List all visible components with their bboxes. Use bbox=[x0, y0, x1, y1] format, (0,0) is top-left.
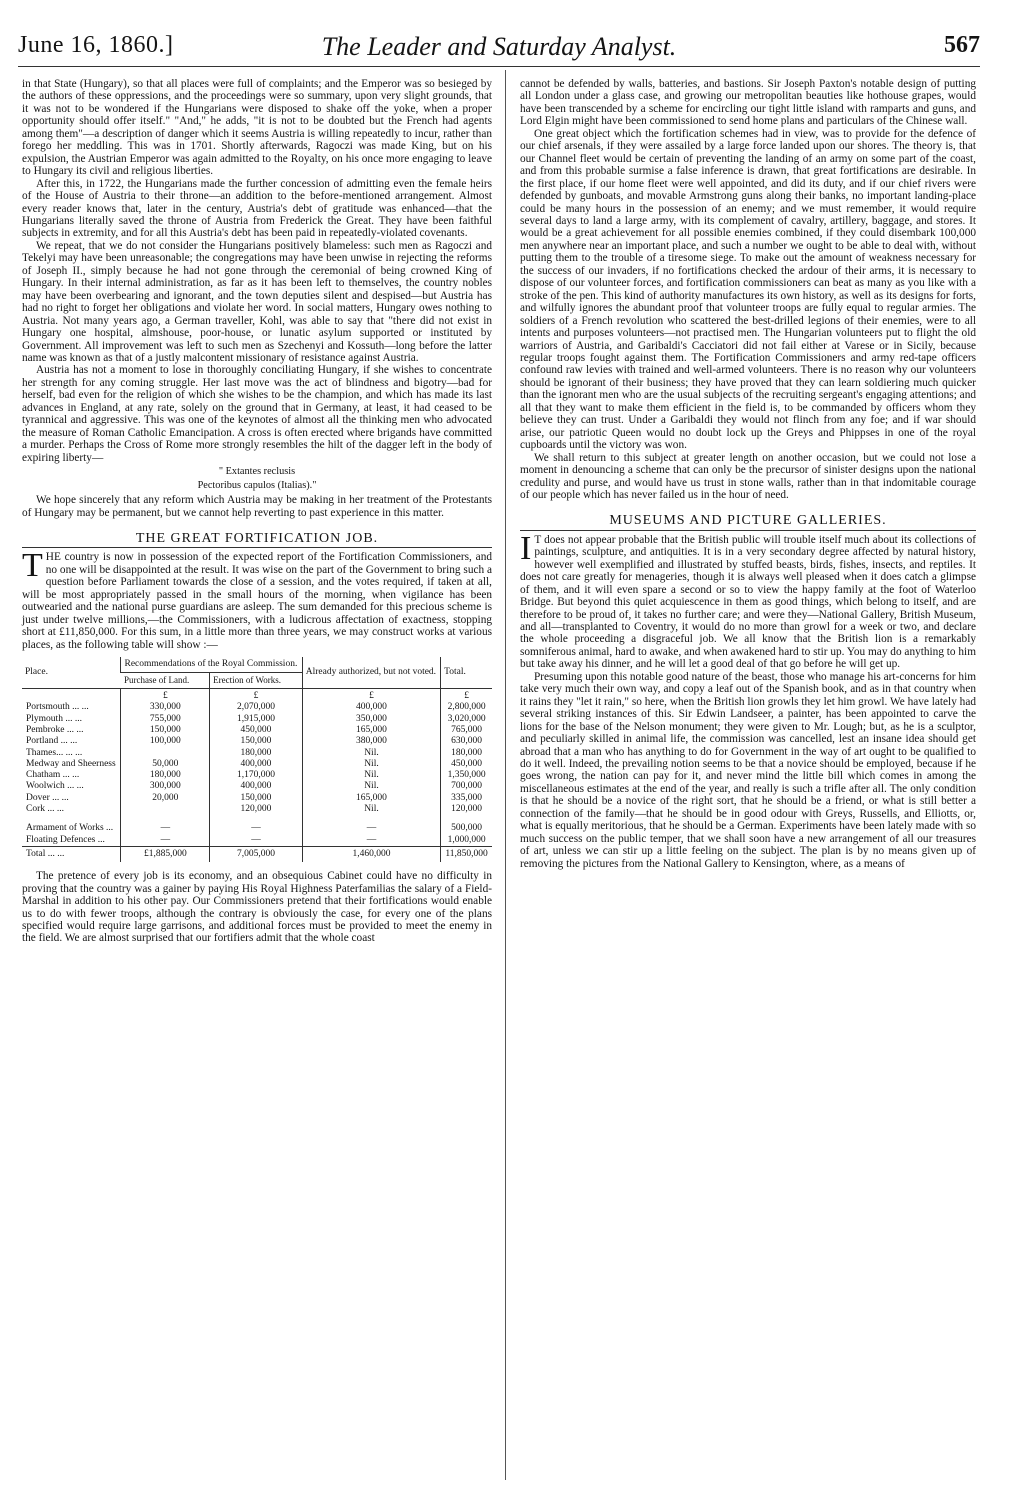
col-total-header: Total. bbox=[441, 657, 492, 689]
table-unit-row: £ £ £ £ bbox=[22, 689, 492, 703]
col-place-header: Place. bbox=[22, 657, 121, 689]
article-heading: THE GREAT FORTIFICATION JOB. bbox=[135, 530, 379, 546]
table-row: Thames... ... ... 180,000 Nil. 180,000 bbox=[22, 748, 492, 759]
heading-rule bbox=[22, 547, 492, 548]
table-row: Plymouth ... ... 755,000 1,915,000 350,000 3,020,000 bbox=[22, 714, 492, 725]
table-row: Chatham ... ... 180,000 1,170,000 Nil. 1,350,000 bbox=[22, 770, 492, 781]
header-rule bbox=[18, 66, 980, 67]
column-divider bbox=[505, 70, 506, 1480]
col-purchase-header: Purchase of Land. bbox=[121, 673, 210, 689]
latin-quote-line: " Extantes reclusis bbox=[218, 466, 296, 478]
paragraph: cannot be defended by walls, batteries, and bastions. Sir Joseph Paxton's notable design of putting all London under a glass case, and growing our metropolitan beauties like hothouse grapes, would have been transcended by a scheme for encircling our tight little island with ramparts and guns, and Lord Elgin might have been commissioned to send home plans and particulars of the Chinese wall. bbox=[520, 78, 976, 128]
paragraph bbox=[520, 529, 976, 671]
paragraph: in that State (Hungary), so that all places were full of complaints; and the Emperor was so besieged by the authors of these oppressions, and the proceedings were so summary, upon very slight grounds, that it was not to be wondered if the Hungarians were disposed to shake off the yoke, when a proper opportunity should offer itself." "And," he adds, "it is not to be doubted but the French had agents among them"—a description of danger which it seems Austria is willing repeatedly to incur, rather than forego her meddling. This was in 1701. Shortly afterwards, Ragoczi was made King, but on his expulsion, the Austrian Emperor was again admitted to the Royalty, on his once more engaging to leave to Hungary its civil and religious liberties. bbox=[22, 78, 492, 178]
paragraph: After this, in 1722, the Hungarians made the further concession of admitting even the female heirs of the House of Austria to their throne—an addition to the before-mentioned arrangement. Almost every reader knows that, later in the century, Austria's debt of gratitude was enhanced—that the Hungarians literally saved the throne of Austria from Frederick the Great. They have been faithful subjects in extremity, and for all this Austria's debt has been paid in repeatedly-violated covenants. bbox=[22, 177, 492, 240]
paragraph: We shall return to this subject at greater length on another occasion, but we could not lose a moment in denouncing a scheme that can only be the precursor of sinister designs upon the national credulity and purse, and would have us trust in stone walls, rather than in that indomitable courage of our people which has never failed us in the hour of need. bbox=[520, 451, 976, 501]
paragraph: Austria has not a moment to lose in thoroughly conciliating Hungary, if she wishes to concentrate her strength for any coming struggle. Her last move was the act of blindness and bigotry—bad for herself, bad even for the religion of which she wishes to be the champion, and which has made its last advances in England, at any rate, solely on the ground that in Germany, at least, it had ceased to be tyrannical and aggressive. This was one of the keynotes of almost all the thinking men who advocated the measure of Roman Catholic Emancipation. A cross is often erected where brigands have committed a murder. Perhaps the Cross of Rome more strongly resembles the hilt of the dagger left in the body of expiring liberty— bbox=[22, 364, 492, 464]
paragraph: We repeat, that we do not consider the Hungarians positively blameless: such men as Ragoczi and Tekelyi may have been unreasonable; the congregations may have been unwise in rejecting the reforms of Joseph II., simply because he had not gone through the ceremonial of being crowned King of Hungary. In their internal administration, as far as it has been left to themselves, the country nobles may have been overbearing and ignorant, and the town deputies silent and despised—but Austria has had no right to forget her obligations and violate her word. In social matters, Hungary owes nothing to Austria. Not many years ago, a German traveller, Kohl, was able to say that "there did not exist in Hungary one hospital, almshouse, poor-house, or lunatic asylum supported or instituted by Government. All improvement was left to such men as Szechenyi and Kossuth—long before the latter name was known as that of a justly malcontent missionary of resistance against Austria. bbox=[22, 239, 492, 364]
latin-quote-line: Pectoribus capulos (Italias)." bbox=[197, 480, 317, 492]
issue-date: June 16, 1860.] bbox=[18, 32, 174, 58]
paragraph-text: T does not appear probable that the British public will trouble itself much about its collections of paintings, sculpture, and antiquities. It is in a very secondary degree affected by natural history, however well exemplified and illustrated by stuffed beasts, birds, fishes, insects, and reptiles. It does not care greatly for menageries, though it is always well pleased when it does catch a glimpse of them, and it will even spare a second or so to view the happy family at the foot of Waterloo Bridge. But beyond this quiet acquiescence in them as good things, which belong to itself, and are therefore to be proud of, it takes no further care; and were they—National Gallery, British Museum, and all—transplanted to Coventry, it would do no more than growl for a week or two, and declare the whole proceeding a disgraceful job. We all know that the British lion is a remarkably somniferous animal, hard to awake, and when awakened hard to stir up. You may do anything to him but take away his dinner, and he will let a good deal of that go before he will get up. bbox=[520, 533, 976, 671]
table-row: Portland ... ... 100,000 150,000 380,000 630,000 bbox=[22, 736, 492, 747]
article-heading: MUSEUMS AND PICTURE GALLERIES. bbox=[609, 513, 887, 529]
paragraph: One great object which the fortification schemes had in view, was to provide for the defence of our chief arsenals, if they were assailed by a large force landed upon our shores. The theory is, that our Channel fleet would be certain of preventing the landing of an army on some part of the coast, and from this probable surmise a false inference is drawn, that great fortifications are desirable. In the first place, if our home fleet were well appointed, and did its duty, and if our chief rivers were defended by gunboats, and movable Armstrong guns along their banks, no important landing-place could be many hours in the possession of an enemy; and we must remember, it would require several days to land a large army, with its complement of cavalry, artillery, baggage, and stores. It would be a great achievement for all possible enemies combined, if they could disembark 100,000 men anywhere near an important place, and such a number we ought to be able to deal with, without putting them to the trouble of a tiresome siege. To make out the amount of weakness necessary for the success of our invaders, if no fortifications checked the ardour of their arms, it is necessary to dispose of our volunteer forces, and fortification commissioners can beat as many as you like with a stroke of the pen. This kind of authority manufactures its own history, as well as its designs for forts, and wilfully ignores the abundant proof that volunteer troops are fully equal to regular armies. The soldiers of a French revolution who scattered the best-drilled legions of their enemies, were to all intents and purposes volunteers—not practised men. The Hungarian volunteers put to flight the old warriors of Austria, and Garibaldi's Cacciatori did not fail either at Varese or in Sicily, because regular troops fought against them. The Fortification Commissioners and army red-tape officers confound raw levies with trained and well-armed volunteers. There is no reason why our volunteers should be ignorant of their business; they have proved that they can learn soldiering much quicker than the ignorant men who are the usual subjects of the recruiting sergeant's engaging attentions; and all that they want to make them efficient in the field is, to be commanded by officers whom they believe they can trust. Under a Garibaldi they would not flinch from any foe; and if war should arise, our patriotic Queen would no doubt lock up the Greys and Phippses in one of the royal cupboards until the victory was won. bbox=[520, 127, 976, 452]
heading-rule bbox=[520, 530, 976, 531]
table-row: Armament of Works ... — — — 500,000 bbox=[22, 815, 492, 834]
table-row: Portsmouth ... ... 330,000 2,070,000 400,000 2,800,000 bbox=[22, 702, 492, 713]
table-row: Medway and Sheerness 50,000 400,000 Nil. 450,000 bbox=[22, 759, 492, 770]
page-number: 567 bbox=[944, 32, 980, 58]
table-row: Woolwich ... ... 300,000 400,000 Nil. 700,000 bbox=[22, 781, 492, 792]
fortification-table bbox=[22, 657, 492, 862]
drop-cap: T bbox=[22, 547, 43, 585]
col-recommend-header: Recommendations of the Royal Commission. bbox=[121, 657, 302, 673]
left-column bbox=[22, 78, 492, 945]
paragraph-text: HE country is now in possession of the expected report of the Fortification Commissioners, and no one will be disappointed at the result. It was wise on the part of the Government to bring such a question before Parliament towards the close of a session, and the votes required, if taken at all, will be most appropriately passed in the small hours of the morning, when vigilance has been outwearied and the national purse guardians are asleep. The sum demanded for this precious scheme is just under twelve millions,—the Commissioners, with a ludicrous affectation of exactness, stopping short at £11,850,000. For this sum, in a little more than three years, we may construct works at various places, as the following table will show :— bbox=[22, 551, 492, 651]
drop-cap: I bbox=[520, 529, 532, 567]
paragraph bbox=[22, 547, 492, 651]
table-total-row: Total ... ... £1,885,000 7,005,000 1,460,000 11,850,000 bbox=[22, 846, 492, 862]
table-row: Dover ... ... 20,000 150,000 165,000 335,000 bbox=[22, 793, 492, 804]
col-already-header: Already authorized, but not voted. bbox=[302, 657, 440, 689]
paragraph: We hope sincerely that any reform which Austria may be making in her treatment of the Protestants of Hungary may be permanent, but we cannot help reverting to past experience in this matter. bbox=[22, 494, 492, 519]
col-erection-header: Erection of Works. bbox=[210, 673, 303, 689]
paragraph: Presuming upon this notable good nature of the beast, those who manage his art-concerns for him take very much their own way, and copy a leaf out of the Spanish book, and as in that country when it rains they "let it rain," so here, when the British lion growls they let him growl. We have lately had several striking instances of this. Sir Edwin Landseer, a painter, has been appointed to carve the lions for the base of the Nelson monument; they were given to Mr. Lough; but, as he is a sculptor, and peculiarly skilled in animal life, the commission was cancelled, lest an insane idea should get abroad that a man who has anything to do for Government in the way of art ought to be qualified to do it well. Indeed, the prevailing notion seems to be that a novice should be employed, because if he goes wrong, the nation can pay for it, and never mind the little bill which comes in among the miscellaneous estimates at the end of the year, and really is such a trifle after all. The only condition is that he should be a novice of the right sort, that he should be a friend, or what is still better a connection of the family—that he should be in good odour with Greys, Russells, and Elliotts, or, what is equally meritorious, that he should be a German. Experiments have been lately made with so much success on the public temper, that we shall soon have a new arrangement of all our treasures of art, unless we can stir up a little feeling on the subject. The plan is by no means given up of removing the pictures from the National Gallery to Kensington, where, as a means of bbox=[520, 670, 976, 870]
paragraph: The pretence of every job is its economy, and an obsequious Cabinet could have no difficulty in proving that the country was a gainer by paying His Royal Highness Paterfamilias the salary of a Field-Marshal in addition to his other pay. Our Commissioners pretend that their fortifications would enable us to do with fewer troops, although the contrary is obviously the case, for every one of the plans specified would require large garrisons, and additional forces must be provided to meet the enemy in the field. We are almost surprised that our fortifiers admit that the whole coast bbox=[22, 870, 492, 945]
table-row: Pembroke ... ... 150,000 450,000 165,000 765,000 bbox=[22, 725, 492, 736]
publication-title: The Leader and Saturday Analyst. bbox=[321, 32, 677, 61]
right-column bbox=[520, 78, 976, 870]
table-row: Cork ... ... 120,000 Nil. 120,000 bbox=[22, 804, 492, 815]
table-row: Floating Defences ... — — — 1,000,000 bbox=[22, 835, 492, 847]
page-header bbox=[18, 32, 980, 62]
